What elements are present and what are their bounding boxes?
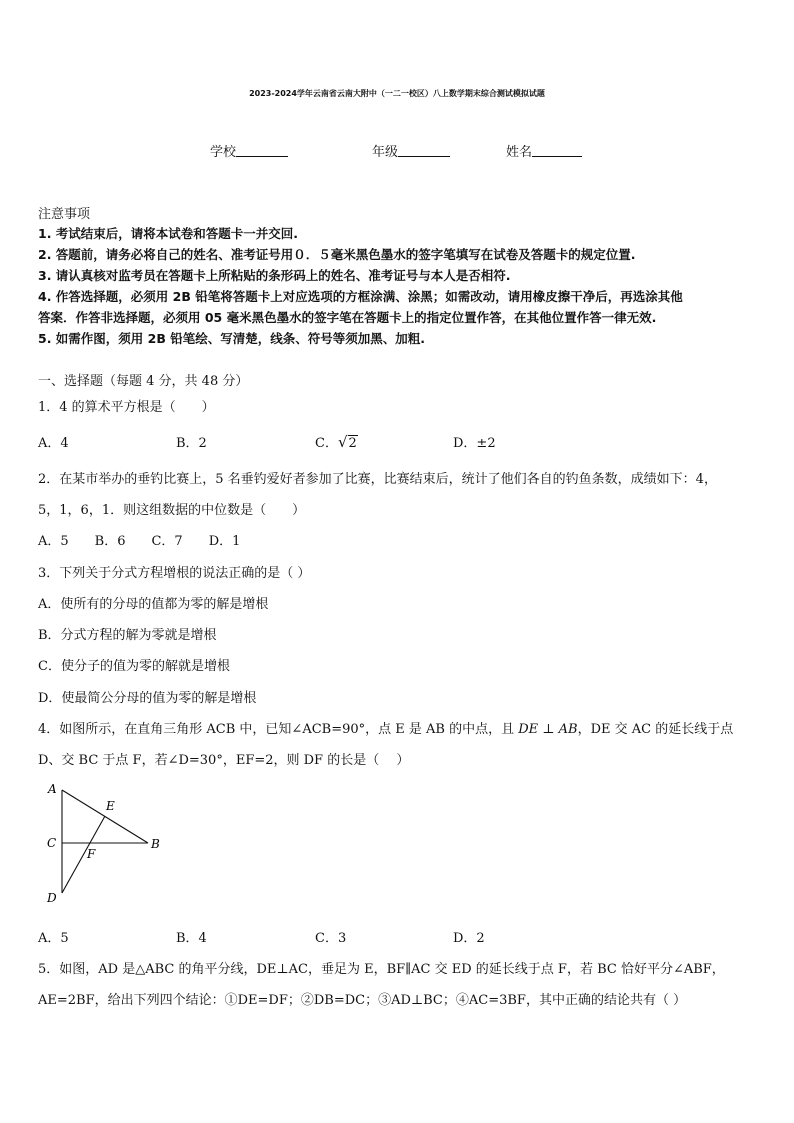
school-field: [210, 141, 288, 160]
notice-item: 4. 作答选择题，必须用 2B 铅笔将答题卡上对应选项的方框涂满、涂黑；如需改动，请用橡皮擦干净后，再选涂其他: [38, 289, 683, 304]
q1-option-b: B．2: [176, 436, 207, 451]
label-f: F: [87, 847, 96, 861]
question-5-stem-line2: AE=2BF，给出下列四个结论：①DE=DF；②DB=DC；③AD⊥BC；④AC=3BF，其中正确的结论共有（ ）: [38, 993, 687, 1008]
grade-label: 年级: [372, 145, 399, 160]
question-3-stem: 3．下列关于分式方程增根的说法正确的是（ ）: [38, 566, 311, 581]
school-label: 学校: [210, 145, 237, 160]
segment-de: [62, 816, 105, 893]
q1-option-c-label: C．: [315, 436, 338, 451]
question-2-stem-line2: 5，1，6，1．则这组数据的中位数是（ ）: [38, 503, 306, 518]
label-d: D: [47, 891, 57, 905]
label-b: B: [151, 837, 160, 851]
name-blank: [532, 144, 582, 157]
question-1-stem: 1．4 的算术平方根是（ ）: [38, 400, 215, 415]
q4-stem-part: 4．如图所示，在直角三角形 ACB 中，已知∠ACB=90°，点 E 是 AB 的中点，且: [38, 722, 519, 737]
name-label: 姓名: [506, 145, 533, 160]
q3-option-b: B．分式方程的解为零就是增根: [38, 628, 217, 643]
exam-title: 2023-2024学年云南省云南大附中（一二一校区）八上数学期末综合测试模拟试题: [249, 89, 545, 98]
name-field: [506, 141, 582, 160]
question-4-stem-line1: [38, 718, 733, 737]
question-2-stem-line1: 2．在某市举办的垂钓比赛上，5 名垂钓爱好者参加了比赛，比赛结束后，统计了他们各自的钓鱼条数，成绩如下：4，: [38, 472, 717, 487]
q1-option-a: A．4: [38, 436, 69, 451]
q1-option-d: D．±2: [453, 436, 496, 451]
question-5-stem-line1: 5．如图，AD 是△ABC 的角平分线，DE⊥AC，垂足为 E，BF∥AC 交 ED 的延长线于点 F，若 BC 恰好平分∠ABF，: [38, 962, 725, 977]
q3-option-a: A．使所有的分母的值都为零的解是增根: [38, 597, 269, 612]
q4-stem-part: ，DE 交 AC 的延长线于点: [577, 722, 734, 737]
sqrt-radicand: 2: [348, 436, 357, 451]
grade-field: [372, 141, 450, 160]
notice-item: 5. 如需作图，须用 2B 铅笔绘、写清楚，线条、符号等须加黑、加粗.: [38, 331, 425, 346]
notice-item: 1. 考试结束后，请将本试卷和答题卡一并交回.: [38, 226, 299, 241]
notice-item: 3. 请认真核对监考员在答题卡上所粘贴的条形码上的姓名、准考证号与本人是否相符.: [38, 268, 511, 283]
notice-heading: 注意事项: [38, 207, 91, 222]
sqrt-symbol: √: [337, 433, 348, 451]
q4-option-b: B．4: [176, 931, 207, 946]
q1-option-c: [315, 432, 358, 451]
q4-option-d: D．2: [453, 931, 485, 946]
question-4-stem-line2: D、交 BC 于点 F，若∠D=30°，EF=2，则 DF 的长是（ ）: [38, 753, 410, 768]
label-e: E: [106, 799, 115, 813]
q3-option-d: D．使最简公分母的值为零的解是增根: [38, 691, 257, 706]
notice-item: 答案．作答非选择题，必须用 05 毫米黑色墨水的签字笔在答题卡上的指定位置作答，在其他位置作答一律无效.: [38, 310, 657, 325]
section-heading: 一、选择题（每题 4 分，共 48 分）: [38, 374, 249, 389]
q4-option-a: A．5: [38, 931, 69, 946]
q4-option-c: C．3: [315, 931, 347, 946]
school-blank: [236, 144, 288, 157]
grade-blank: [398, 144, 450, 157]
q4-stem-math: DE ⊥ AB: [518, 722, 578, 737]
q4-triangle-figure: [38, 778, 178, 908]
label-a: A: [48, 782, 57, 796]
notice-item: 2. 答题前，请务必将自己的姓名、准考证号用０．５毫米黑色墨水的签字笔填写在试卷及答题卡的规定位置.: [38, 247, 636, 262]
label-c: C: [47, 836, 57, 850]
figure-lines: [62, 790, 148, 893]
q2-options: A．5 B．6 C．7 D．1: [38, 534, 241, 549]
q3-option-c: C．使分子的值为零的解就是增根: [38, 659, 230, 674]
